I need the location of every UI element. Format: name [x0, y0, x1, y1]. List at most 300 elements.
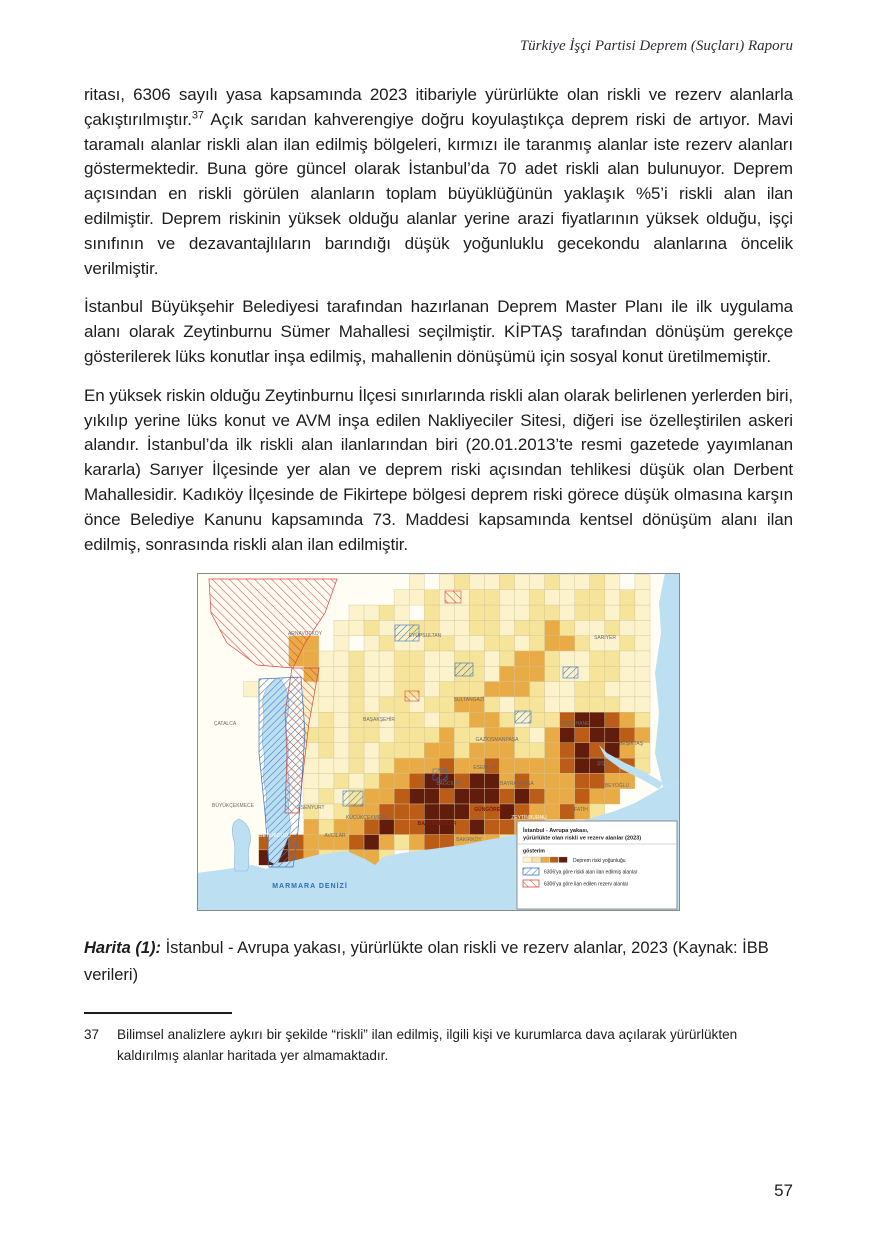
risk-cell — [484, 667, 499, 682]
risk-cell — [319, 697, 334, 712]
risk-cell — [620, 697, 635, 712]
risk-cell — [575, 636, 590, 651]
footnote-number: 37 — [84, 1027, 100, 1043]
risk-cell — [560, 605, 575, 620]
buyukcekmece-lake — [232, 819, 250, 871]
risk-cell — [364, 605, 379, 620]
district-label: ESENLER — [473, 765, 497, 772]
risk-cell — [319, 667, 334, 682]
risk-cell — [454, 728, 469, 743]
risk-cell — [364, 651, 379, 666]
risk-cell — [620, 621, 635, 636]
risk-cell — [409, 590, 424, 605]
risk-cell — [334, 728, 349, 743]
risk-cell — [364, 743, 379, 758]
risk-cell — [319, 682, 334, 697]
risk-cell — [545, 605, 560, 620]
risk-cell — [439, 651, 454, 666]
risk-cell — [334, 758, 349, 773]
figure-caption-label: Harita (1): — [84, 939, 162, 958]
risk-cell — [605, 575, 620, 590]
district-label: AVCILAR — [324, 833, 346, 840]
risk-cell — [590, 713, 605, 728]
risk-cell — [334, 667, 349, 682]
risk-cell — [515, 590, 530, 605]
risk-cell — [409, 575, 424, 590]
risk-cell — [379, 789, 394, 804]
risk-cell — [379, 636, 394, 651]
risk-cell — [484, 774, 499, 789]
risk-cell — [424, 651, 439, 666]
risk-cell — [515, 789, 530, 804]
legend-rezerv-swatch — [523, 880, 539, 887]
risk-cell — [364, 820, 379, 835]
risk-cell — [439, 789, 454, 804]
district-label: BEYLİKDÜZÜ — [259, 833, 291, 840]
footnote-reference-37: 37 — [191, 109, 204, 122]
risk-cell — [515, 621, 530, 636]
legend-box — [517, 821, 677, 909]
risk-cell — [469, 590, 484, 605]
risk-cell — [439, 697, 454, 712]
risk-cell — [454, 636, 469, 651]
risk-cell — [379, 667, 394, 682]
risk-cell — [575, 728, 590, 743]
risk-cell — [590, 774, 605, 789]
risk-cell — [349, 774, 364, 789]
risk-cell — [500, 590, 515, 605]
risk-cell — [469, 774, 484, 789]
risk-cell — [469, 743, 484, 758]
risk-cell — [560, 621, 575, 636]
risk-cell — [409, 728, 424, 743]
risk-cell — [394, 774, 409, 789]
risk-cell — [364, 667, 379, 682]
risk-cell — [379, 820, 394, 835]
risk-cell — [439, 621, 454, 636]
risk-cell — [500, 605, 515, 620]
risk-cell — [545, 758, 560, 773]
risk-cell — [424, 743, 439, 758]
risk-cell — [575, 651, 590, 666]
risk-cell — [515, 636, 530, 651]
risk-cell — [484, 621, 499, 636]
legend-section-label: gösterim — [523, 848, 545, 855]
risk-cell — [364, 728, 379, 743]
risk-cell — [394, 590, 409, 605]
risk-cell — [605, 697, 620, 712]
risk-cell — [545, 621, 560, 636]
risk-cell — [500, 636, 515, 651]
risk-cell — [379, 835, 394, 850]
risk-cell — [605, 667, 620, 682]
district-label: KAĞITHANE — [560, 721, 590, 728]
risk-cell — [545, 575, 560, 590]
risk-cell — [575, 743, 590, 758]
risk-cell — [454, 621, 469, 636]
risk-cell — [484, 636, 499, 651]
risk-cell — [394, 758, 409, 773]
risk-cell — [515, 682, 530, 697]
risk-cell — [500, 651, 515, 666]
risk-cell — [590, 575, 605, 590]
map-figure — [84, 573, 793, 911]
risk-cell — [545, 713, 560, 728]
risk-cell — [379, 743, 394, 758]
risk-cell — [590, 682, 605, 697]
district-label: SARIYER — [594, 635, 616, 642]
risk-cell — [394, 728, 409, 743]
risk-cell — [304, 774, 319, 789]
risk-cell — [635, 697, 650, 712]
district-label: ARNAVUTKÖY — [287, 631, 323, 638]
risk-cell — [500, 697, 515, 712]
risk-cell — [575, 774, 590, 789]
risk-cell — [575, 575, 590, 590]
risk-cell — [454, 713, 469, 728]
risk-cell — [364, 682, 379, 697]
risk-cell — [469, 789, 484, 804]
footnote — [84, 1024, 793, 1066]
risk-cell — [409, 651, 424, 666]
risk-cell — [545, 636, 560, 651]
risk-cell — [500, 713, 515, 728]
risk-cell — [469, 713, 484, 728]
risk-cell — [530, 728, 545, 743]
risk-cell — [560, 804, 575, 819]
risk-cell — [530, 651, 545, 666]
risk-cell — [530, 621, 545, 636]
risk-cell — [530, 682, 545, 697]
risk-cell — [484, 820, 499, 835]
risk-cell — [319, 774, 334, 789]
risk-cell — [575, 682, 590, 697]
risk-cell — [545, 651, 560, 666]
risk-cell — [545, 667, 560, 682]
district-label: BAHÇELİEVLER — [417, 821, 457, 828]
risk-cell — [635, 636, 650, 651]
legend-rezerv-label: 6306'ya göre ilan edilen rezerv alanlar — [544, 881, 629, 888]
risk-cell — [364, 835, 379, 850]
risk-cell — [545, 743, 560, 758]
riskli-hatch-patch — [563, 667, 578, 678]
risk-cell — [334, 697, 349, 712]
district-label: ZEYTİNBURNU — [511, 815, 547, 822]
risk-cell — [244, 682, 259, 697]
district-label: KÜÇÜKÇEKMECE — [345, 815, 389, 822]
risk-cell — [454, 789, 469, 804]
risk-cell — [560, 575, 575, 590]
risk-cell — [530, 713, 545, 728]
risk-cell — [394, 789, 409, 804]
risk-cell — [530, 575, 545, 590]
risk-cell — [349, 728, 364, 743]
risk-cell — [454, 820, 469, 835]
risk-cell — [349, 605, 364, 620]
risk-cell — [545, 774, 560, 789]
risk-cell — [454, 575, 469, 590]
risk-cell — [484, 713, 499, 728]
risk-cell — [439, 728, 454, 743]
risk-cell — [439, 667, 454, 682]
risk-cell — [500, 758, 515, 773]
legend-density-swatch — [523, 857, 531, 863]
risk-cell — [484, 789, 499, 804]
risk-cell — [590, 590, 605, 605]
risk-cell — [379, 774, 394, 789]
risk-cell — [349, 667, 364, 682]
risk-cell — [545, 728, 560, 743]
risk-cell — [605, 605, 620, 620]
risk-cell — [439, 713, 454, 728]
risk-cell — [364, 774, 379, 789]
risk-cell — [394, 804, 409, 819]
riskli-hatch-patch — [343, 791, 363, 806]
risk-cell — [590, 667, 605, 682]
paragraph-2: İstanbul Büyükşehir Belediyesi tarafından hazırlanan Deprem Master Planı ile ilk uygulama alanı olarak Zeytinburnu Sümer Mahallesi seçilmiştir. KİPTAŞ tarafından dönüşüm gerekçe gösterilerek lüks konutlar inşa edilmiş, mahallenin dönüşümü için sosyal konut üretilmemiştir. — [84, 297, 793, 366]
risk-cell — [439, 743, 454, 758]
district-label: FATİH — [574, 807, 588, 814]
risk-cell — [620, 667, 635, 682]
risk-cell — [379, 651, 394, 666]
district-label: BÜYÜKÇEKMECE — [212, 803, 254, 810]
paragraph-1-after: Açık sarıdan kahverengiye doğru koyulaştıkça deprem riski de artıyor. Mavi taramalı alanlar riskli alan ilan edilmiş bölgeleri, kırmızı ile taranmış alanlar iste rezerv alanları göstermektedir. Buna göre güncel olarak İstanbul’da 70 adet riskli alan bulunuyor. Deprem açısından en riskli görülen alanların toplam büyüklüğünün yaklaşık %5’i riskli alan ilan edilmiştir. Deprem riskinin yüksek olduğu alanlar yerine arazi fiyatlarının yüksek olduğu, işçi sınıfının ve dezavantajlıların barındığı düşük yoğunluklu gecekondu alanlarına öncelik verilmiştir. — [84, 109, 793, 278]
legend-title-line2: yürürlükte olan riskli ve rezerv alanlar (2023) — [523, 835, 642, 842]
district-label: BEYOĞLU — [604, 783, 630, 790]
risk-cell — [515, 743, 530, 758]
risk-cell — [349, 713, 364, 728]
risk-cell — [560, 697, 575, 712]
risk-cell — [469, 682, 484, 697]
risk-cell — [454, 682, 469, 697]
risk-cell — [334, 682, 349, 697]
risk-cell — [454, 804, 469, 819]
risk-cell — [635, 605, 650, 620]
legend-density-swatch — [550, 857, 558, 863]
risk-cell — [515, 651, 530, 666]
riskli-hatch-patch — [515, 711, 531, 723]
risk-cell — [319, 743, 334, 758]
risk-cell — [605, 621, 620, 636]
risk-cell — [500, 743, 515, 758]
risk-cell — [439, 636, 454, 651]
risk-cell — [620, 636, 635, 651]
risk-cell — [334, 636, 349, 651]
risk-cell — [545, 682, 560, 697]
risk-cell — [605, 682, 620, 697]
risk-cell — [484, 575, 499, 590]
risk-cell — [439, 605, 454, 620]
paragraph-1 — [84, 83, 793, 281]
risk-cell — [590, 728, 605, 743]
district-label: EYÜPSULTAN — [408, 633, 442, 640]
district-label: BAĞCILAR — [436, 781, 462, 788]
risk-cell — [575, 621, 590, 636]
risk-cell — [500, 789, 515, 804]
risk-cell — [530, 789, 545, 804]
risk-cell — [484, 682, 499, 697]
risk-cell — [319, 728, 334, 743]
risk-cell — [319, 713, 334, 728]
legend-density-swatch — [559, 857, 567, 863]
risk-cell — [530, 636, 545, 651]
risk-cell — [334, 774, 349, 789]
risk-cell — [575, 697, 590, 712]
risk-cell — [530, 667, 545, 682]
risk-cell — [394, 743, 409, 758]
risk-cell — [590, 605, 605, 620]
risk-cell — [454, 605, 469, 620]
risk-cell — [334, 713, 349, 728]
risk-cell — [319, 789, 334, 804]
risk-cell — [424, 789, 439, 804]
risk-cell — [349, 621, 364, 636]
risk-cell — [409, 774, 424, 789]
running-header: Türkiye İşçi Partisi Deprem (Suçları) Raporu — [519, 38, 793, 54]
risk-cell — [530, 758, 545, 773]
risk-cell — [620, 651, 635, 666]
risk-cell — [454, 758, 469, 773]
paragraph-3: En yüksek riskin olduğu Zeytinburnu İlçesi sınırlarında riskli alan olarak belirlenen yerlerden biri, yıkılıp yerine lüks konut ve AVM inşa edilen Nakliyeciler Sitesi, diğeri ise özelleştirilen askeri alandır. İstanbul’da ilk riskli alan ilanlarından biri (20.01.2013’te resmi gazetede yayımlanan kararla) Sarıyer İlçesinde yer alan ve deprem riski açısından tehlikesi düşük olan Derbent Mahallesidir. Kadıköy İlçesinde de Fikirtepe bölgesi deprem riski görece düşük olmasına karşın önce Belediye Kanunu kapsamında 73. Maddesi kapsamında kentsel dönüşüm alanı ilan edilmiş, sonrasında riskli alan ilan edilmiştir. — [84, 385, 793, 554]
risk-cell — [424, 667, 439, 682]
risk-cell — [560, 789, 575, 804]
risk-cell — [530, 697, 545, 712]
risk-cell — [515, 605, 530, 620]
district-label: BEŞİKTAŞ — [618, 741, 644, 748]
risk-cell — [334, 621, 349, 636]
risk-cell — [469, 621, 484, 636]
risk-cell — [334, 651, 349, 666]
legend-title-line1: İstanbul - Avrupa yakası, — [523, 828, 589, 835]
risk-cell — [515, 575, 530, 590]
risk-cell — [560, 636, 575, 651]
district-label: GAZİOSMANPAŞA — [475, 737, 519, 744]
legend-density-swatch — [541, 857, 549, 863]
risk-cell — [439, 682, 454, 697]
risk-cell — [379, 728, 394, 743]
risk-cell — [590, 789, 605, 804]
risk-cell — [560, 590, 575, 605]
risk-cell — [409, 804, 424, 819]
district-label: ESENYURT — [297, 805, 325, 812]
risk-cell — [515, 697, 530, 712]
risk-cell — [500, 682, 515, 697]
legend-riskli-swatch — [523, 868, 539, 875]
district-label: BAKIRKÖY — [456, 837, 482, 844]
district-label: BAYRAMPAŞA — [500, 781, 534, 788]
risk-cell — [319, 758, 334, 773]
map-legend — [517, 821, 677, 909]
risk-cell — [364, 758, 379, 773]
risk-cell — [439, 804, 454, 819]
risk-cell — [575, 590, 590, 605]
risk-cell — [304, 835, 319, 850]
risk-cell — [424, 728, 439, 743]
risk-cell — [484, 605, 499, 620]
paragraph-1-before: ritası, 6306 sayılı yasa kapsamında 2023 itibariyle yürürlükte olan riskli ve rezerv alanlarla çakıştırılmıştır. — [84, 85, 793, 129]
risk-cell — [605, 789, 620, 804]
risk-cell — [515, 667, 530, 682]
risk-cell — [560, 682, 575, 697]
risk-cell — [304, 820, 319, 835]
risk-cell — [349, 697, 364, 712]
legend-density-swatch — [532, 857, 540, 863]
risk-cell — [500, 621, 515, 636]
risk-cell — [530, 605, 545, 620]
risk-cell — [560, 743, 575, 758]
legend-riskli-label: 6306'ya göre riskli alan ilan edilmiş alanlar — [544, 869, 638, 876]
risk-cell — [484, 697, 499, 712]
rezerv-hatch-patch — [445, 591, 461, 603]
sea-label: MARMARA DENİZİ — [272, 883, 348, 891]
risk-cell — [545, 804, 560, 819]
risk-cell — [349, 820, 364, 835]
risk-cell — [590, 621, 605, 636]
risk-cell — [319, 651, 334, 666]
figure-caption — [84, 935, 793, 988]
risk-cell — [364, 621, 379, 636]
risk-cell — [409, 713, 424, 728]
risk-cell — [424, 713, 439, 728]
risk-cell — [409, 789, 424, 804]
risk-cell — [500, 575, 515, 590]
risk-cell — [484, 590, 499, 605]
risk-cell — [394, 713, 409, 728]
risk-cell — [500, 667, 515, 682]
riskli-hatch-patch — [455, 663, 473, 676]
risk-cell — [409, 667, 424, 682]
risk-cell — [379, 621, 394, 636]
risk-cell — [409, 743, 424, 758]
page-number: 57 — [774, 1181, 793, 1200]
risk-cell — [454, 743, 469, 758]
risk-cell — [484, 743, 499, 758]
risk-cell — [364, 697, 379, 712]
risk-cell — [620, 682, 635, 697]
risk-cell — [424, 697, 439, 712]
risk-cell — [515, 758, 530, 773]
risk-cell — [590, 651, 605, 666]
risk-cell — [349, 651, 364, 666]
risk-cell — [635, 682, 650, 697]
risk-cell — [364, 789, 379, 804]
district-label: ŞİŞLİ — [596, 761, 610, 768]
risk-cell — [304, 651, 319, 666]
risk-cell — [620, 590, 635, 605]
risk-cell — [349, 682, 364, 697]
body-text — [84, 83, 793, 557]
risk-cell — [635, 713, 650, 728]
risk-cell — [379, 682, 394, 697]
risk-cell — [635, 651, 650, 666]
district-label: GÜNGÖREN — [474, 807, 504, 814]
figure-caption-text: İstanbul - Avrupa yakası, yürürlükte olan riskli ve rezerv alanlar, 2023 (Kaynak: İBB verileri) — [84, 939, 769, 984]
risk-cell — [394, 667, 409, 682]
risk-cell — [394, 835, 409, 850]
risk-cell — [635, 667, 650, 682]
risk-cell — [469, 605, 484, 620]
risk-cell — [394, 651, 409, 666]
risk-cell — [469, 575, 484, 590]
risk-cell — [304, 758, 319, 773]
risk-cell — [635, 590, 650, 605]
risk-cell — [394, 605, 409, 620]
risk-cell — [349, 743, 364, 758]
risk-cell — [424, 682, 439, 697]
district-label: ÇATALCA — [213, 721, 237, 728]
risk-cell — [409, 835, 424, 850]
riskli-hatch-patch — [433, 769, 447, 780]
